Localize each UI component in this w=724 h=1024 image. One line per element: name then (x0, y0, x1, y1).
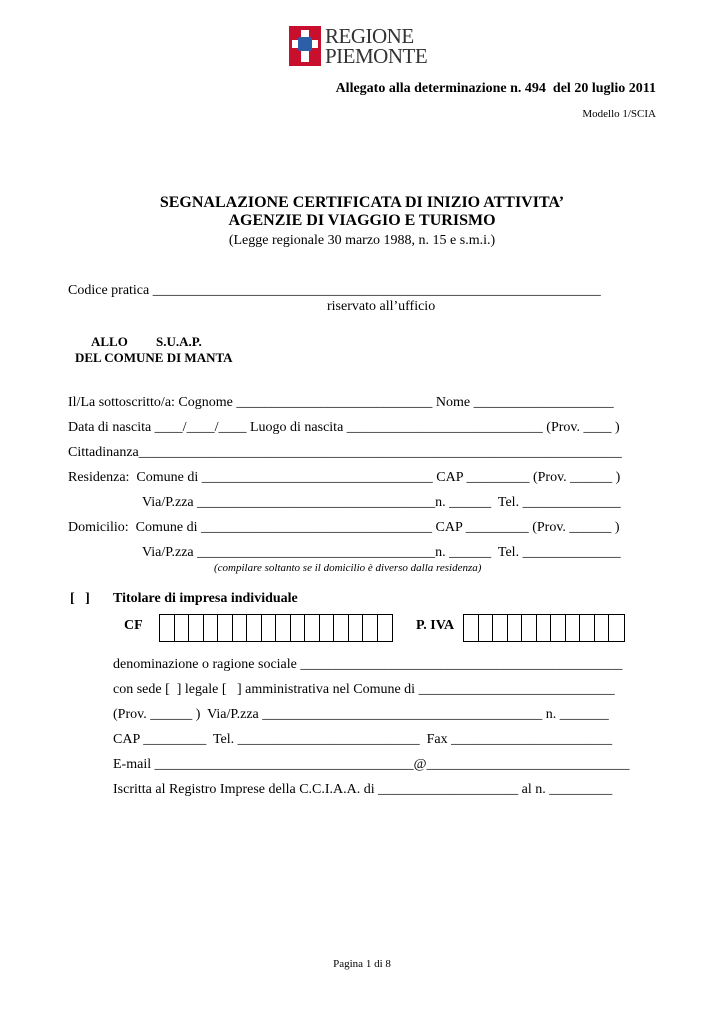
cf-box-cell[interactable] (291, 615, 306, 641)
cf-box-cell[interactable] (305, 615, 320, 641)
domicilio-note: (compilare soltanto se il domicilio è diverso dalla residenza) (214, 562, 482, 574)
piva-box-cell[interactable] (609, 615, 624, 641)
title-line2: AGENZIE DI VIAGGIO E TURISMO (228, 212, 496, 229)
titolare-heading: Titolare di impresa individuale (113, 591, 298, 606)
logo-line1: REGIONE (325, 24, 414, 48)
cf-box-cell[interactable] (262, 615, 277, 641)
cf-box-cell[interactable] (175, 615, 190, 641)
cf-box-cell[interactable] (204, 615, 219, 641)
registro-imprese-field[interactable]: Iscritta al Registro Imprese della C.C.I.A.A. di ____________________ al n. _________ (113, 782, 613, 797)
impresa-via-field[interactable]: (Prov. ______ ) Via/P.zza ________________________________________ n. _______ (113, 707, 609, 722)
cf-box-cell[interactable] (378, 615, 393, 641)
cf-box-cell[interactable] (334, 615, 349, 641)
nascita-field[interactable]: Data di nascita ____/____/____ Luogo di nascita ____________________________ (Prov. ____ ) (68, 420, 620, 435)
residenza-comune-field[interactable]: Residenza: Comune di _________________________________ CAP _________ (Prov. ______ ) (68, 470, 621, 485)
cognome-nome-field[interactable]: Il/La sottoscritto/a: Cognome ____________________________ Nome ____________________ (68, 395, 614, 410)
piva-label: P. IVA (416, 618, 455, 633)
page-number: Pagina 1 di 8 (333, 958, 391, 970)
regione-piemonte-logo (289, 24, 428, 70)
titolare-checkbox[interactable]: [ ] (70, 591, 90, 606)
piva-box-cell[interactable] (508, 615, 523, 641)
piva-box-cell[interactable] (522, 615, 537, 641)
piva-box-cell[interactable] (580, 615, 595, 641)
denominazione-field[interactable]: denominazione o ragione sociale ______________________________________________ (113, 657, 623, 672)
cf-box-cell[interactable] (160, 615, 175, 641)
cittadinanza-field[interactable]: Cittadinanza_____________________________________________________________________ (68, 445, 622, 460)
piva-box-cell[interactable] (566, 615, 581, 641)
domicilio-comune-field[interactable]: Domicilio: Comune di _________________________________ CAP _________ (Prov. ______ ) (68, 520, 620, 535)
recipient-comune: DEL COMUNE DI MANTA (75, 350, 233, 365)
sede-field[interactable]: con sede [ ] legale [ ] amministrativa nel Comune di ____________________________ (113, 682, 615, 697)
cf-box-cell[interactable] (233, 615, 248, 641)
recipient-suap: S.U.A.P. (156, 334, 202, 349)
title-line1: SEGNALAZIONE CERTIFICATA DI INIZIO ATTIVITA’ (159, 194, 565, 211)
cap-tel-fax-field[interactable]: CAP _________ Tel. __________________________ Fax _______________________ (113, 732, 613, 747)
piva-box-cell[interactable] (479, 615, 494, 641)
email-field[interactable]: E-mail _____________________________________@_____________________________ (113, 757, 630, 772)
piva-box-cell[interactable] (537, 615, 552, 641)
recipient-allo: ALLO (91, 334, 128, 349)
codice-pratica-field[interactable]: Codice pratica ________________________________________________________________ (68, 283, 601, 298)
piva-box-cell[interactable] (464, 615, 479, 641)
piva-input-boxes[interactable] (463, 614, 625, 642)
codice-pratica-note: riservato all’ufficio (327, 299, 436, 314)
modello-text: Modello 1/SCIA (582, 108, 656, 120)
cf-box-cell[interactable] (363, 615, 378, 641)
cf-label: CF (124, 618, 143, 633)
residenza-via-field[interactable]: Via/P.zza __________________________________n. ______ Tel. ______________ (142, 495, 621, 510)
domicilio-via-field[interactable]: Via/P.zza __________________________________n. ______ Tel. ______________ (142, 545, 621, 560)
piva-box-cell[interactable] (551, 615, 566, 641)
cf-box-cell[interactable] (276, 615, 291, 641)
cf-box-cell[interactable] (320, 615, 335, 641)
logo-line2: PIEMONTE (325, 44, 428, 68)
cf-box-cell[interactable] (349, 615, 364, 641)
cf-box-cell[interactable] (189, 615, 204, 641)
title-line3: (Legge regionale 30 marzo 1988, n. 15 e s.m.i.) (228, 233, 496, 248)
allegato-text: Allegato alla determinazione n. 494 del 20 luglio 2011 (335, 81, 656, 96)
piva-box-cell[interactable] (493, 615, 508, 641)
cf-input-boxes[interactable] (159, 614, 393, 642)
cf-box-cell[interactable] (218, 615, 233, 641)
piemonte-coat-of-arms-icon (289, 26, 321, 66)
piva-box-cell[interactable] (595, 615, 610, 641)
cf-box-cell[interactable] (247, 615, 262, 641)
